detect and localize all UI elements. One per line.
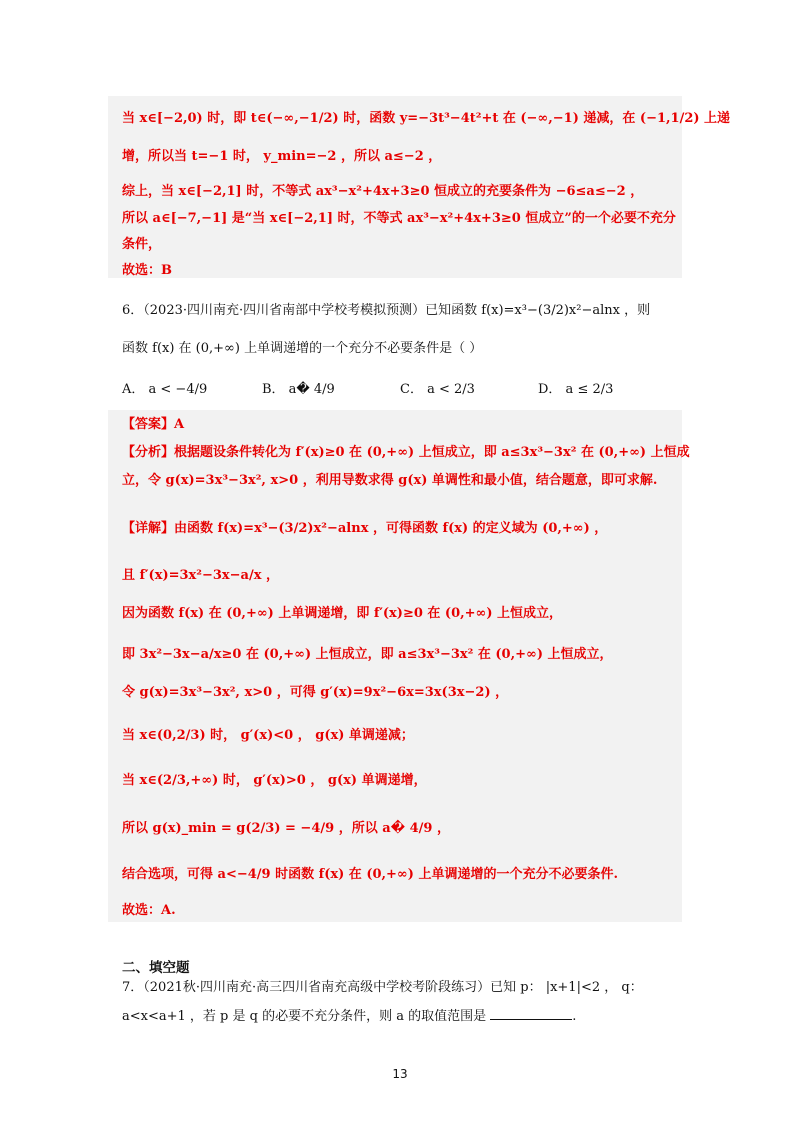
section-heading: 二、填空题 <box>122 960 190 976</box>
answer6-detail-line6: 当 x∈(0,2/3) 时， g′(x)<0 ， g(x) 单调递减； <box>122 728 414 743</box>
solution5-line6: 故选：B <box>122 263 172 278</box>
answer6-detail-line5: 令 g(x)=3x³−3x², x>0 ，可得 g′(x)=9x²−6x=3x(3x−2) ， <box>122 685 509 700</box>
question7-text: a<x<a+1 ，若 p 是 q 的必要不充分条件，则 a 的取值范围是 <box>122 1009 487 1024</box>
option-b: B． a� 4/9 <box>262 382 335 397</box>
answer-blank <box>490 1007 572 1020</box>
answer6-final: 故选：A. <box>122 903 176 918</box>
answer6-detail-line8: 所以 g(x)_min = g(2/3) = −4/9 ，所以 a� 4/9 ， <box>122 821 451 836</box>
answer6-detail-line3: 因为函数 f(x) 在 (0,+∞) 上单调递增，即 f′(x)≥0 在 (0,+∞) 上恒成立， <box>122 606 563 621</box>
answer6-detail-line4: 即 3x²−3x−a/x≥0 在 (0,+∞) 上恒成立，即 a≤3x³−3x² 在 (0,+∞) 上恒成立， <box>122 647 613 662</box>
answer6-analysis-line2: 立，令 g(x)=3x³−3x², x>0 ，利用导数求得 g(x) 单调性和最小值，结合题意，即可求解. <box>122 473 658 488</box>
question7-line2 <box>122 1007 576 1026</box>
solution5-line5: 条件， <box>122 237 162 252</box>
solution5-line1: 当 x∈[−2,0) 时，即 t∈(−∞,−1/2) 时，函数 y=−3t³−4t²+t 在 (−∞,−1) 递减，在 (−1,1/2) 上递 <box>122 111 731 126</box>
option-d: D． a ≤ 2/3 <box>538 382 614 397</box>
answer6-detail-line7: 当 x∈(2/3,+∞) 时， g′(x)>0 ， g(x) 单调递增， <box>122 773 427 788</box>
question6-line2: 函数 f(x) 在 (0,+∞) 上单调递增的一个充分不必要条件是（ ） <box>122 341 483 356</box>
option-c: C． a < 2/3 <box>400 382 475 397</box>
page-number: 13 <box>392 1067 408 1081</box>
answer6-detail-line2: 且 f′(x)=3x²−3x−a/x ， <box>122 568 280 583</box>
answer6-detail-line9: 结合选项，可得 a<−4/9 时函数 f(x) 在 (0,+∞) 上单调递增的一个充分不必要条件. <box>122 867 618 882</box>
question6-line1: 6．（2023·四川南充·四川省南部中学校考模拟预测）已知函数 f(x)=x³−(3/2)x²−alnx ，则 <box>122 303 651 318</box>
solution5-line2: 增，所以当 t=−1 时， y_min=−2 ，所以 a≤−2 ， <box>122 149 442 164</box>
answer6-answer: 【答案】A <box>122 417 185 432</box>
question7-end: . <box>572 1009 577 1024</box>
question7-line1: 7．（2021秋·四川南充·高三四川省南充高级中学校考阶段练习）已知 p： |x+1|<2 ， q： <box>122 980 643 995</box>
solution5-line4: 所以 a∈[−7,−1] 是“当 x∈[−2,1] 时，不等式 ax³−x²+4x+3≥0 恒成立”的一个必要不充分 <box>122 211 676 226</box>
option-a: A． a < −4/9 <box>122 382 208 397</box>
answer6-analysis-line1: 【分析】根据题设条件转化为 f′(x)≥0 在 (0,+∞) 上恒成立，即 a≤3x³−3x² 在 (0,+∞) 上恒成 <box>122 445 690 460</box>
answer6-detail-line1: 【详解】由函数 f(x)=x³−(3/2)x²−alnx ，可得函数 f(x) 的定义域为 (0,+∞) ， <box>122 521 608 536</box>
solution5-line3: 综上，当 x∈[−2,1] 时，不等式 ax³−x²+4x+3≥0 恒成立的充要条件为 −6≤a≤−2 ， <box>122 184 644 199</box>
